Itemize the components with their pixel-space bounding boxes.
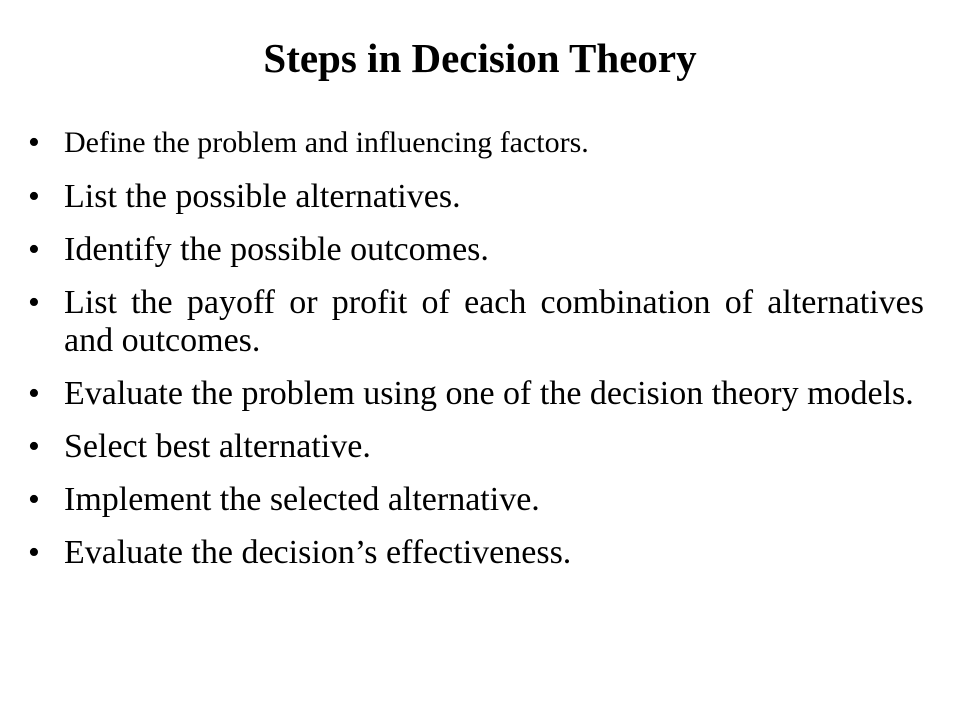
bullet-icon: •: [28, 284, 40, 321]
bullet-icon: •: [28, 534, 40, 571]
bullet-item: [28, 428, 924, 466]
bullet-text: Define the problem and influencing factors.: [64, 126, 589, 159]
bullet-icon: •: [28, 481, 40, 518]
bullet-text: List the possible alternatives.: [64, 178, 461, 215]
bullet-text: Select best alternative.: [64, 428, 371, 465]
bullet-text: List the payoff or profit of each combination of alternatives and outcomes.: [64, 284, 924, 359]
bullet-text: Identify the possible outcomes.: [64, 231, 489, 268]
bullet-icon: •: [28, 375, 40, 412]
slide-title: Steps in Decision Theory: [263, 35, 697, 81]
bullet-icon: •: [28, 178, 40, 215]
bullet-icon: •: [28, 231, 40, 268]
bullet-icon: •: [28, 124, 40, 161]
bullet-item: [28, 375, 924, 413]
bullet-item: [28, 284, 924, 360]
bullet-text: Implement the selected alternative.: [64, 481, 540, 518]
bullet-item: [28, 534, 924, 572]
bullet-item: [28, 124, 924, 162]
bullet-list: [28, 124, 924, 587]
bullet-item: [28, 178, 924, 216]
bullet-icon: •: [28, 428, 40, 465]
bullet-item: [28, 481, 924, 519]
bullet-text: Evaluate the decision’s effectiveness.: [64, 534, 572, 571]
bullet-item: [28, 231, 924, 269]
bullet-text: Evaluate the problem using one of the decision theory models.: [64, 375, 914, 412]
